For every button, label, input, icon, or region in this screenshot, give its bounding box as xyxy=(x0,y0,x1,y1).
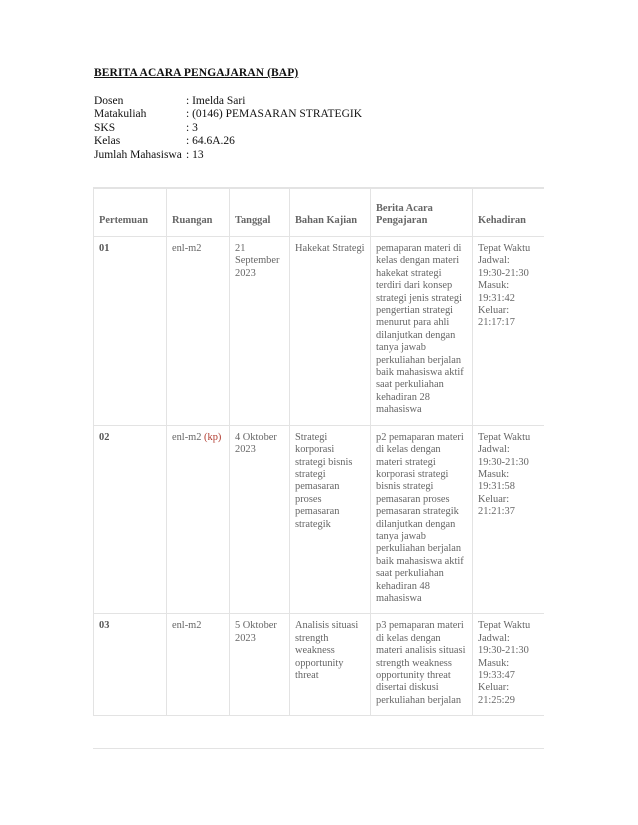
header-ruangan: Ruangan xyxy=(167,189,230,237)
cell-bahan-kajian: Strategi korporasi strategi bisnis strategi pemasaran proses pemasaran strategik xyxy=(290,425,371,614)
meta-label: Jumlah Mahasiswa xyxy=(94,148,182,161)
cell-pertemuan: 03 xyxy=(94,614,167,716)
attendance-out: Keluar: 21:25:29 xyxy=(478,682,515,706)
meta-label: Matakuliah xyxy=(94,108,147,121)
attendance-status: Tepat Waktu xyxy=(478,243,531,254)
room-tag: (kp) xyxy=(204,431,222,443)
attendance-in: Masuk: 19:31:42 xyxy=(478,280,515,304)
cell-tanggal: 4 Oktober 2023 xyxy=(230,425,290,614)
table-row xyxy=(94,425,545,614)
attendance-in: Masuk: 19:33:47 xyxy=(478,657,515,681)
meta-value: : 64.6A.26 xyxy=(186,135,235,148)
room-code: enl-m2 xyxy=(172,431,202,443)
meta-value: : 13 xyxy=(186,148,204,161)
table-header-row xyxy=(94,189,545,237)
table-row xyxy=(94,237,545,426)
meta-value: : Imelda Sari xyxy=(186,95,246,107)
attendance-schedule: Jadwal: 19:30-21:30 xyxy=(478,632,529,657)
attendance-status: Tepat Waktu xyxy=(478,620,531,632)
cell-ruangan xyxy=(167,237,230,426)
attendance-table xyxy=(93,188,544,716)
cell-tanggal: 21 September 2023 xyxy=(230,237,290,426)
meta-row-kelas xyxy=(94,135,362,148)
attendance-status: Tepat Waktu xyxy=(478,431,531,443)
cell-berita-acara: pemaparan materi di kelas dengan materi hakekat strategi terdiri dari konsep strategi jenis strategi pengertian strategi menurut para ahli dilanjutkan dengan tanya jawab perkuliahan berjalan baik mahasiswa aktif saat perkuliahan kehadiran 28 mahasiswa xyxy=(371,237,473,426)
header-tanggal: Tanggal xyxy=(230,189,290,237)
document-title: BERITA ACARA PENGAJARAN (BAP) xyxy=(94,67,299,79)
cell-berita-acara: p2 pemaparan materi di kelas dengan materi strategi korporasi strategi bisnis strategi pemasaran proses pemasaran strategik dilanjutkan dengan tanya jawab perkuliahan berjalan baik mahasiswa aktif saat perkuliahan kehadiran 48 mahasiswa xyxy=(371,425,473,614)
cell-kehadiran xyxy=(473,614,545,716)
header-berita-acara: Berita Acara Pengajaran xyxy=(371,189,473,237)
course-info xyxy=(94,95,362,162)
cell-bahan-kajian: Hakekat Strategi xyxy=(290,237,371,426)
header-pertemuan: Pertemuan xyxy=(94,189,167,237)
table-row xyxy=(94,614,545,716)
meta-label: Dosen xyxy=(94,95,124,107)
meta-row-matakuliah xyxy=(94,108,362,121)
attendance-out: Keluar: 21:21:37 xyxy=(478,493,515,518)
header-bahan-kajian: Bahan Kajian xyxy=(290,189,371,237)
cell-bahan-kajian: Analisis situasi strength weakness opportunity threat xyxy=(290,614,371,716)
attendance-out: Keluar: 21:17:17 xyxy=(478,305,515,329)
cell-ruangan xyxy=(167,425,230,614)
cell-pertemuan: 01 xyxy=(94,237,167,426)
cell-ruangan xyxy=(167,614,230,716)
meta-label: SKS xyxy=(94,121,116,134)
cell-pertemuan: 02 xyxy=(94,425,167,614)
attendance-schedule: Jadwal: 19:30-21:30 xyxy=(478,444,529,468)
attendance-schedule: Jadwal: 19:30-21:30 xyxy=(478,255,529,279)
header-kehadiran: Kehadiran xyxy=(473,189,545,237)
room-code: enl-m2 xyxy=(172,620,202,632)
cell-kehadiran xyxy=(473,425,545,614)
meta-row-sks xyxy=(94,122,362,135)
cell-tanggal: 5 Oktober 2023 xyxy=(230,614,290,716)
meta-row-jumlah-mahasiswa xyxy=(94,149,362,162)
meta-value: : 3 xyxy=(186,121,198,134)
meta-label: Kelas xyxy=(94,135,121,148)
attendance-in: Masuk: 19:31:58 xyxy=(478,468,515,493)
meta-value: : (0146) PEMASARAN STRATEGIK xyxy=(186,108,363,121)
room-code: enl-m2 xyxy=(172,243,202,254)
cell-berita-acara: p3 pemaparan materi di kelas dengan materi analisis situasi strength weakness opportunity threat disertai diskusi perkuliahan berjalan xyxy=(371,614,473,716)
attendance-table-container xyxy=(93,187,544,749)
cell-kehadiran xyxy=(473,237,545,426)
meta-row-dosen xyxy=(94,95,362,108)
